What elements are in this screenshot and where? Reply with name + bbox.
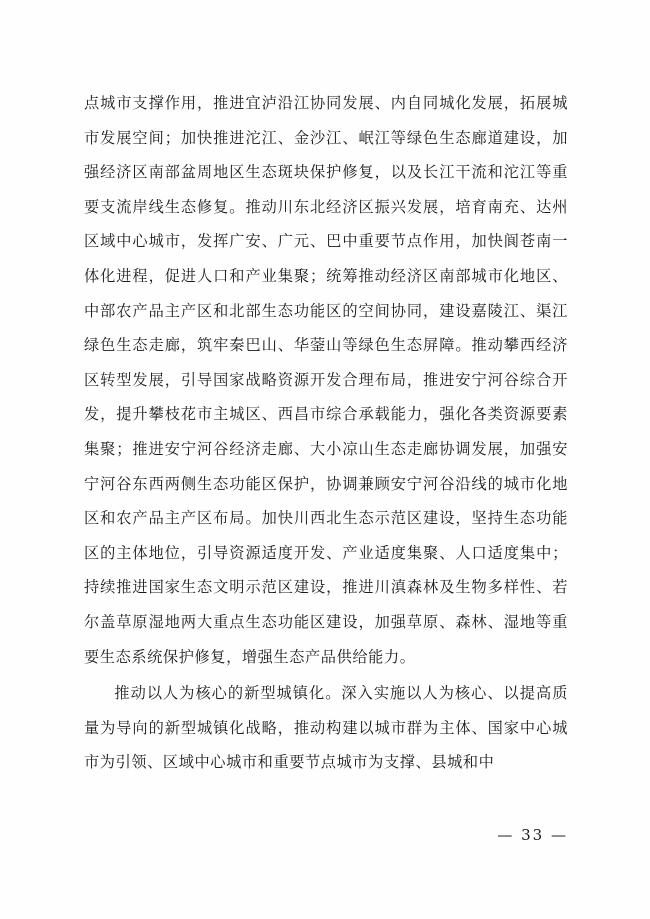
paragraph: 点城市支撑作用，推进宜泸沿江协同发展、内自同城化发展，拓展城市发展空间；加快推进沱江、金沙江、岷江等绿色生态廊道建设，加强经济区南部盆周地区生态斑块保护修复，以及长江干流和沱江等重要支流岸线生态修复。推动川东北经济区振兴发展，培育南充、达州区域中心城市，发挥广安、广元、巴中重要节点作用，加快阆苍南一体化进程，促进人口和产业集聚；统筹推动经济区南部城市化地区、中部农产品主产区和北部生态功能区的空间协同，建设嘉陵江、渠江绿色生态走廊，筑牢秦巴山、华蓥山等绿色生态屏障。推动攀西经济区转型发展，引导国家战略资源开发合理布局，推进安宁河谷综合开发，提升攀枝花市主城区、西昌市综合承载能力，强化各类资源要素集聚；推进安宁河谷经济走廊、大小凉山生态走廊协调发展，加强安宁河谷东西两侧生态功能区保护，协调兼顾安宁河谷沿线的城市化地区和农产品主产区布局。加快川西北生态示范区建设，坚持生态功能区的主体地位，引导资源适度开发、产业适度集聚、人口适度集中；持续推进国家生态文明示范区建设，推进川滇森林及生物多样性、若尔盖草原湿地两大重点生态功能区建设，加强草原、森林、湿地等重要生态系统保护修复，增强生态产品供给能力。 bbox=[84, 94, 568, 666]
page-number: — 33 — bbox=[497, 826, 568, 844]
paragraph: 推动以人为核心的新型城镇化。深入实施以人为核心、以提高质量为导向的新型城镇化战略，推动构建以城市群为主体、国家中心城市为引领、区域中心城市和重要节点城市为支撑、县城和中 bbox=[84, 684, 568, 772]
page-body bbox=[84, 86, 568, 780]
